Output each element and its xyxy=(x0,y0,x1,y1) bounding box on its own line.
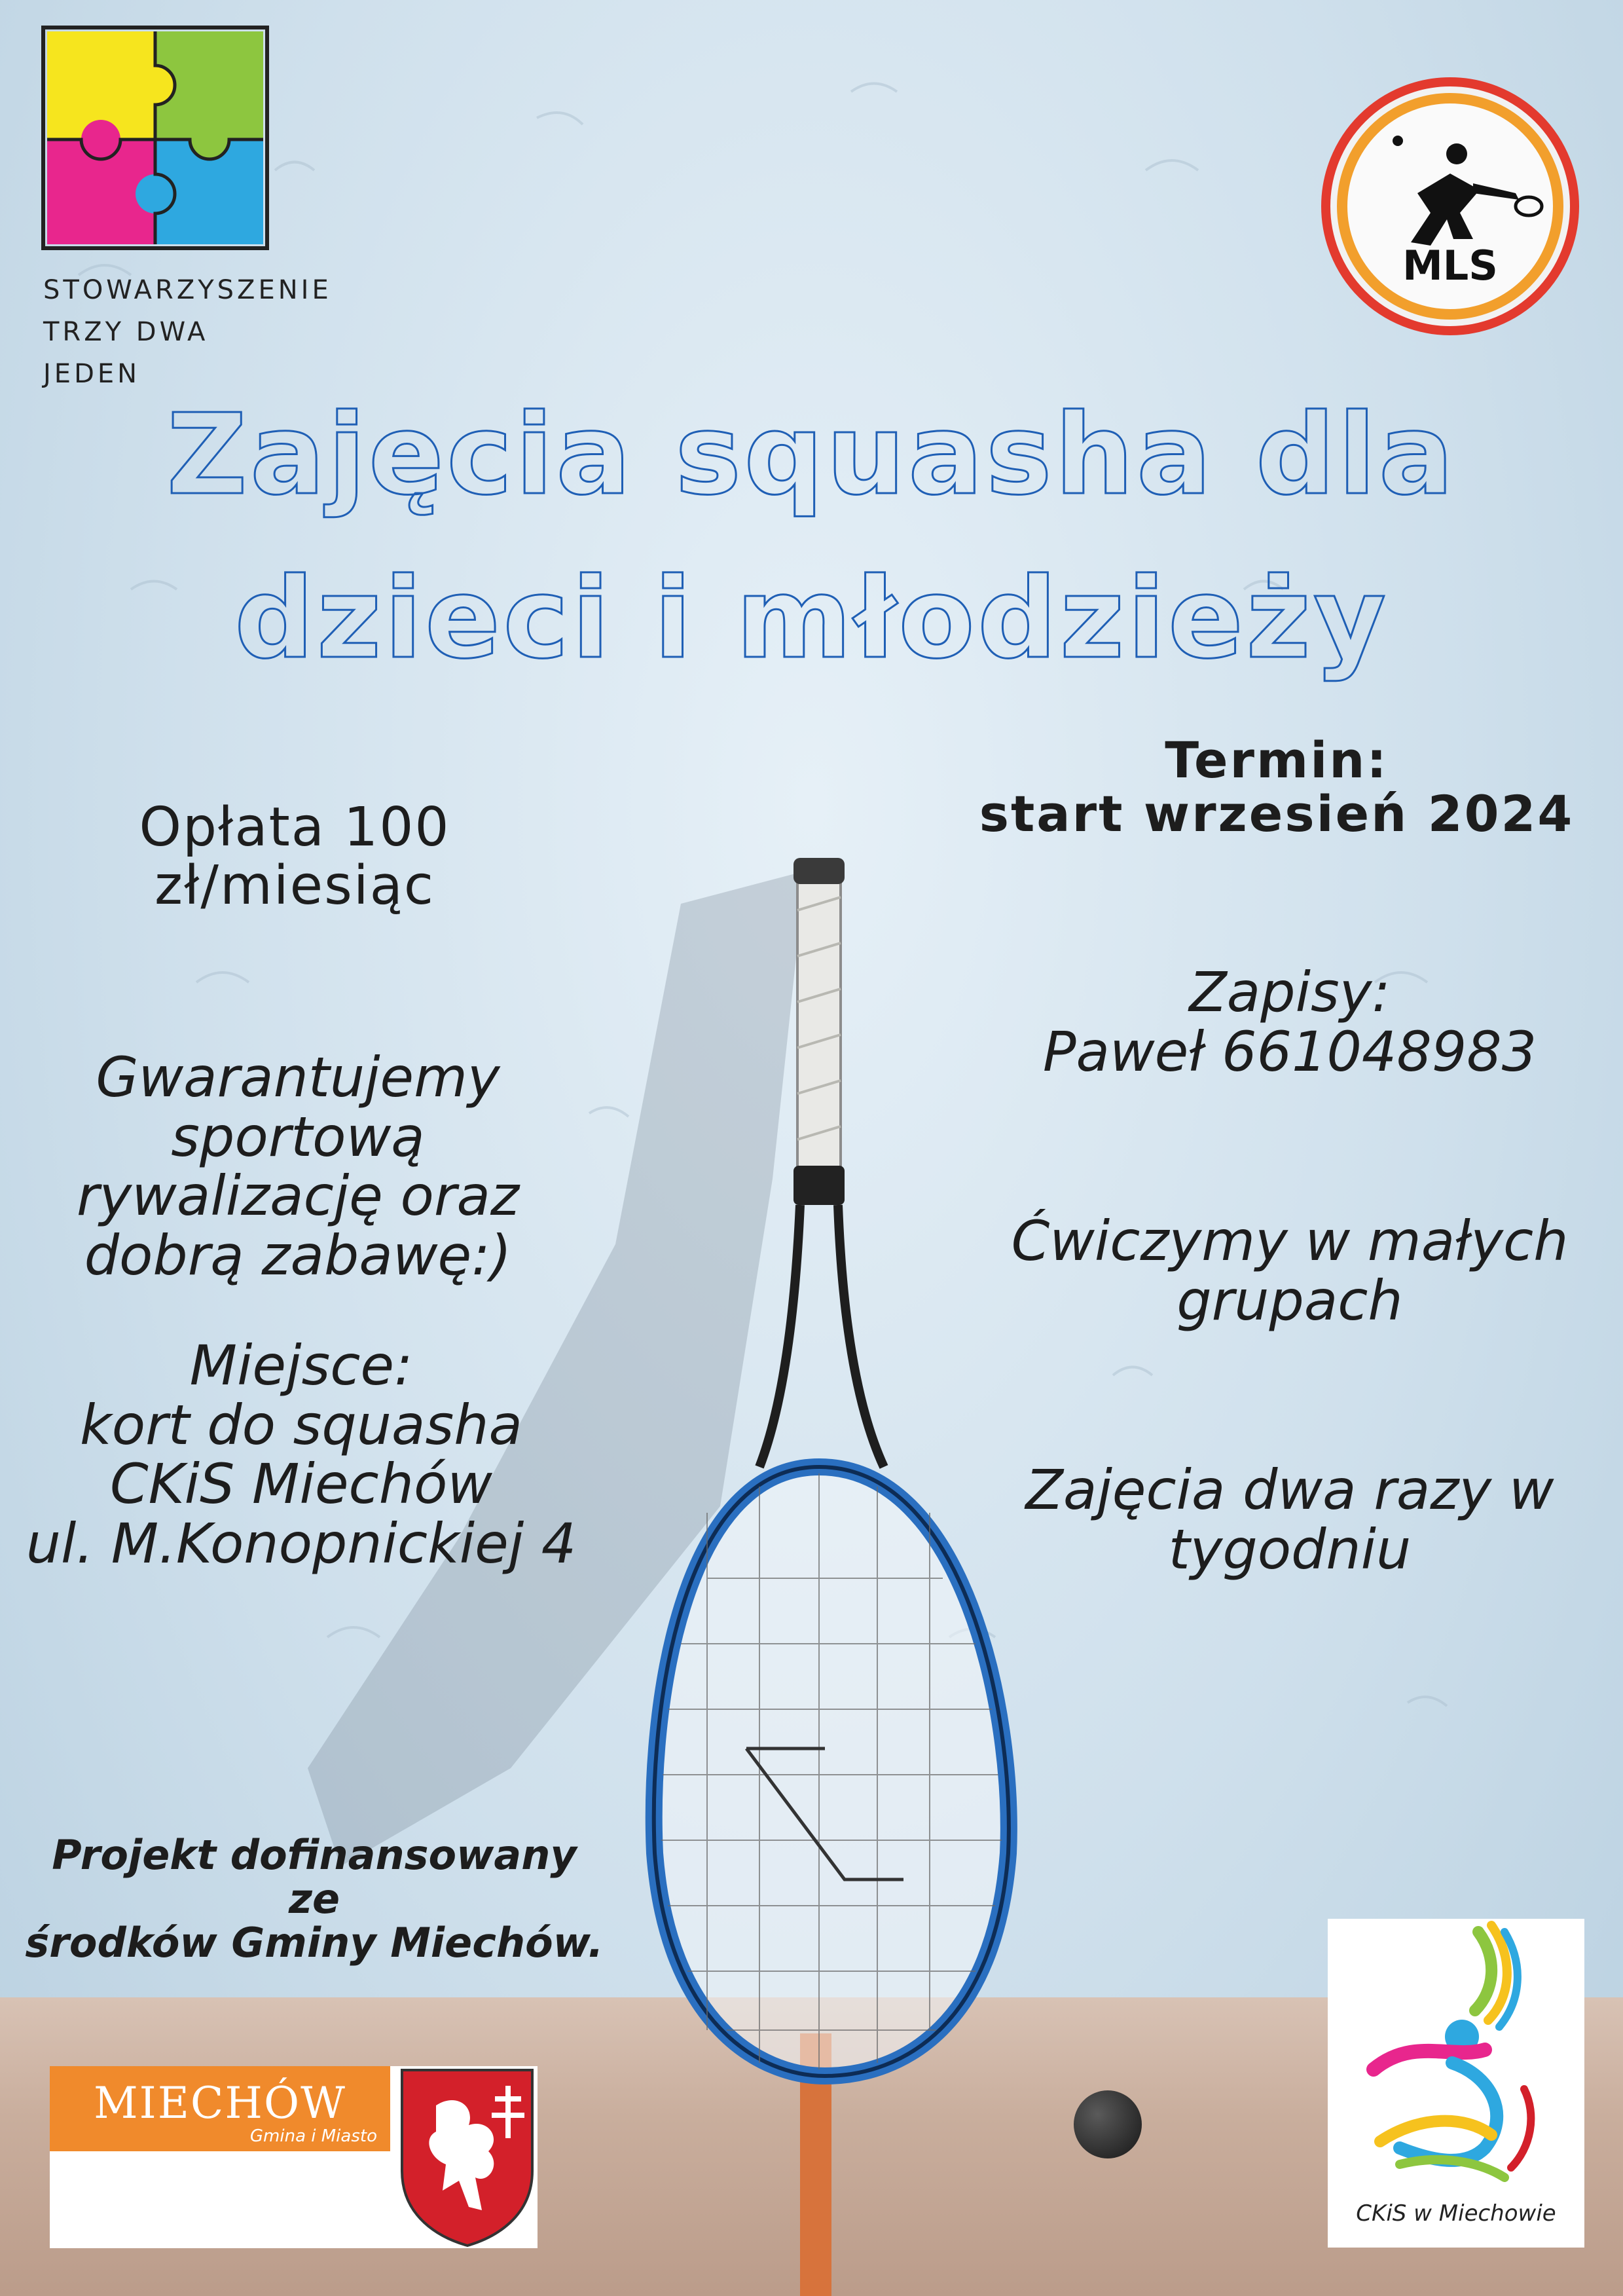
place-line3: ul. M.Konopnickiej 4 xyxy=(26,1511,577,1576)
stowarzyszenie-logo xyxy=(41,25,332,395)
miechow-sub: Gmina i Miasto xyxy=(249,2126,377,2146)
signup-label: Zapisy: xyxy=(1189,960,1391,1024)
guarantee-block xyxy=(39,1045,556,1288)
place-line2: CKiS Miechów xyxy=(109,1452,493,1517)
term-value: start wrzesień 2024 xyxy=(979,785,1575,843)
guarantee-line1: Gwarantujemy xyxy=(96,1045,500,1109)
ckis-figure-icon xyxy=(1328,1919,1584,2194)
funding-block xyxy=(20,1831,609,1967)
guarantee-line3: rywalizację oraz xyxy=(76,1164,520,1229)
place-label: Miejsce: xyxy=(189,1333,413,1398)
mls-logo xyxy=(1319,75,1581,337)
signup-block xyxy=(1002,960,1578,1084)
fee-line2: zł/miesiąc xyxy=(155,854,435,917)
place-line1: kort do squasha xyxy=(80,1392,522,1457)
miechow-name: MIECHÓW xyxy=(94,2078,346,2128)
org-name-line2: TRZY DWA JEDEN xyxy=(43,317,209,389)
mls-label: MLS xyxy=(1402,242,1498,289)
guarantee-line4: dobrą zabawę:) xyxy=(84,1223,512,1288)
frequency-line1: Zajęcia dwa razy w xyxy=(1025,1458,1554,1522)
ckis-label: CKiS w Miechowie xyxy=(1356,2200,1556,2227)
title-line1: Zajęcia squasha dla xyxy=(166,390,1457,520)
groups-line1: Ćwiczymy w małych xyxy=(1011,1209,1569,1273)
funding-line2: środków Gminy Miechów. xyxy=(25,1918,604,1967)
coat-of-arms-icon xyxy=(397,2066,538,2248)
fee-line1: Opłata 100 xyxy=(139,796,450,859)
guarantee-line2: sportową xyxy=(171,1104,425,1169)
place-block xyxy=(13,1333,589,1576)
frequency-line2: tygodniu xyxy=(1168,1517,1412,1582)
fee-block xyxy=(65,796,524,917)
term-label: Termin: xyxy=(1165,731,1389,789)
funding-line1: Projekt dofinansowany ze xyxy=(52,1831,577,1923)
miechow-logo xyxy=(50,2066,538,2248)
squash-ball xyxy=(1074,2090,1142,2158)
groups-block xyxy=(982,1209,1597,1333)
puzzle-icon xyxy=(41,25,270,251)
signup-value: Paweł 661048983 xyxy=(1042,1019,1537,1084)
frequency-block xyxy=(982,1458,1597,1582)
groups-line2: grupach xyxy=(1176,1268,1403,1333)
title-line2: dzieci i młodzieży xyxy=(234,554,1389,684)
term-block xyxy=(943,733,1611,841)
ckis-logo xyxy=(1328,1919,1584,2248)
org-name-line1: STOWARZYSZENIE xyxy=(43,275,332,305)
